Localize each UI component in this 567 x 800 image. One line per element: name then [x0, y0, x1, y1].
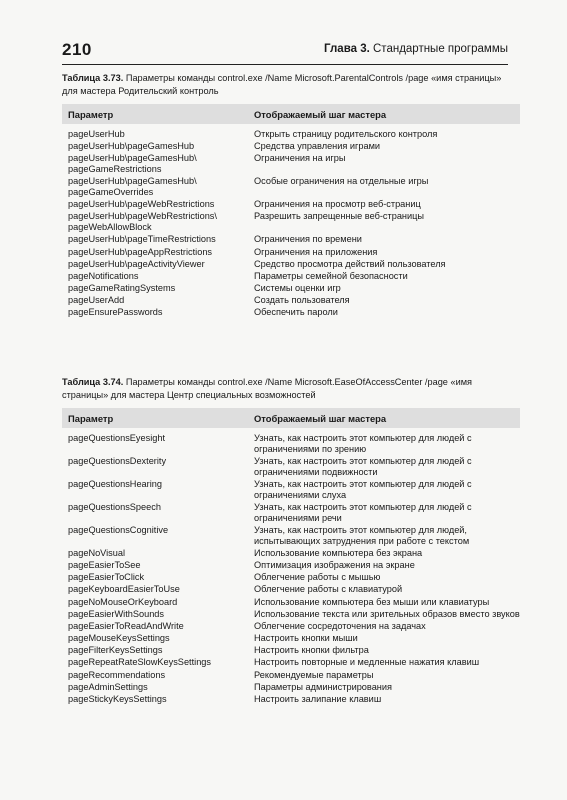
parameter-cell: pageUserAdd [68, 295, 125, 306]
table-row [62, 428, 520, 455]
wizard-step-cell: Средства управления играми [254, 141, 381, 152]
table-row [62, 246, 520, 258]
parameter-cell: pageUserHub\pageAppRestrictions [68, 246, 213, 257]
table-row [62, 620, 520, 632]
wizard-step-cell: Особые ограничения на отдельные игры [254, 176, 429, 187]
parameter-cell: pageGameRatingSystems [68, 283, 176, 294]
wizard-step-cell: Создать пользователя [254, 295, 350, 306]
parameter-cell: pageKeyboardEasierToUse [68, 584, 180, 595]
parameter-cell: pageQuestionsSpeech [68, 501, 161, 512]
wizard-step-cell: Ограничения на игры [254, 153, 346, 164]
chapter-label: Глава 3. [324, 43, 370, 55]
table-parental-controls [62, 72, 508, 319]
wizard-step-cell: Узнать, как настроить этот компьютер для людей с ограничениями подвижности [254, 455, 472, 477]
parameter-cell: pageQuestionsCognitive [68, 524, 169, 535]
parameters-table [62, 104, 520, 319]
table-row [62, 596, 520, 608]
table-row [62, 547, 520, 559]
table-row [62, 681, 520, 693]
table-caption-text: Параметры команды control.exe /Name Microsoft.EaseOfAccessCenter /page «имя страницы» для мастера Центр специальных возможностей [62, 377, 473, 400]
wizard-step-cell: Ограничения на просмотр веб-страниц [254, 199, 421, 210]
table-row [62, 657, 520, 669]
table-caption-text: Параметры команды control.exe /Name Microsoft.ParentalControls /page «имя страницы» для мастера Родительский контроль [62, 73, 502, 96]
table-row [62, 307, 520, 319]
wizard-step-cell: Параметры семейной безопасности [254, 270, 408, 281]
column-header-wizard-step: Отображаемый шаг мастера [248, 408, 520, 428]
table-row [62, 524, 520, 547]
parameter-cell: pageFilterKeysSettings [68, 645, 163, 656]
table-caption-label: Таблица 3.74. [62, 377, 124, 387]
parameter-cell: pageQuestionsHearing [68, 478, 162, 489]
table-caption [62, 376, 508, 402]
wizard-step-cell: Узнать, как настроить этот компьютер для людей, испытывающих затруднения при работе с текстом [254, 524, 470, 546]
wizard-step-cell: Узнать, как настроить этот компьютер для людей с ограничениями слуха [254, 478, 472, 500]
parameter-cell: pageUserHub\pageGamesHub\ pageGameOverrides [68, 176, 197, 198]
parameter-cell: pageUserHub\pageWebRestrictions\ pageWebAllowBlock [68, 211, 217, 233]
table-row [62, 559, 520, 571]
table-row [62, 501, 520, 524]
wizard-step-cell: Разрешить запрещенные веб-страницы [254, 211, 425, 222]
table-row [62, 584, 520, 596]
table-row [62, 153, 520, 176]
parameter-cell: pageEasierToSee [68, 560, 141, 571]
parameter-cell: pageAdminSettings [68, 681, 148, 692]
wizard-step-cell: Облегчение сосредоточения на задачах [254, 620, 426, 631]
page-number: 210 [62, 40, 92, 59]
table-header-row [62, 408, 520, 428]
table-body [62, 124, 520, 319]
table-row [62, 199, 520, 211]
running-header [62, 40, 508, 65]
parameter-cell: pageEasierToClick [68, 572, 145, 583]
parameter-cell: pageUserHub\pageWebRestrictions [68, 199, 215, 210]
wizard-step-cell: Настроить залипание клавиш [254, 693, 382, 704]
table-row [62, 608, 520, 620]
parameter-cell: pageUserHub\pageTimeRestrictions [68, 234, 216, 245]
wizard-step-cell: Настроить повторные и медленные нажатия клавиш [254, 657, 480, 668]
wizard-step-cell: Ограничения на приложения [254, 246, 378, 257]
table-ease-of-access [62, 376, 520, 705]
parameter-cell: pageRecommendations [68, 669, 166, 680]
parameter-cell: pageUserHub\pageGamesHub [68, 141, 195, 152]
table-caption [62, 72, 508, 98]
table-row [62, 478, 520, 501]
parameter-cell: pageUserHub [68, 129, 125, 139]
table-row [62, 270, 520, 282]
chapter-heading [324, 43, 508, 55]
parameter-cell: pageEasierWithSounds [68, 608, 165, 619]
parameter-cell: pageUserHub\pageGamesHub\ pageGameRestrictions [68, 153, 197, 175]
table-row [62, 455, 520, 478]
table-row [62, 632, 520, 644]
table-row [62, 258, 520, 270]
wizard-step-cell: Средство просмотра действий пользователя [254, 258, 446, 269]
parameter-cell: pageQuestionsEyesight [68, 433, 166, 443]
column-header-parameter: Параметр [62, 104, 248, 124]
table-row [62, 645, 520, 657]
parameters-table [62, 408, 520, 705]
wizard-step-cell: Открыть страницу родительского контроля [254, 129, 438, 139]
parameter-cell: pageNotifications [68, 270, 139, 281]
wizard-step-cell: Настроить кнопки мыши [254, 633, 358, 644]
parameter-cell: pageRepeatRateSlowKeysSettings [68, 657, 212, 668]
table-header-row [62, 104, 520, 124]
parameter-cell: pageEasierToReadAndWrite [68, 620, 184, 631]
wizard-step-cell: Использование текста или зрительных образов вместо звуков [254, 608, 520, 619]
table-row [62, 295, 520, 307]
wizard-step-cell: Настроить кнопки фильтра [254, 645, 369, 656]
table-body [62, 428, 520, 705]
table-row [62, 572, 520, 584]
table-row [62, 211, 520, 234]
parameter-cell: pageNoVisual [68, 547, 126, 558]
table-row [62, 282, 520, 294]
wizard-step-cell: Оптимизация изображения на экране [254, 560, 415, 571]
wizard-step-cell: Использование компьютера без мыши или клавиатуры [254, 596, 490, 607]
table-row [62, 140, 520, 152]
wizard-step-cell: Облегчение работы с мышью [254, 572, 381, 583]
wizard-step-cell: Облегчение работы с клавиатурой [254, 584, 403, 595]
parameter-cell: pageMouseKeysSettings [68, 633, 170, 644]
parameter-cell: pageStickyKeysSettings [68, 693, 167, 704]
column-header-parameter: Параметр [62, 408, 248, 428]
parameter-cell: pageUserHub\pageActivityViewer [68, 258, 205, 269]
parameter-cell: pageNoMouseOrKeyboard [68, 596, 178, 607]
parameter-cell: pageQuestionsDexterity [68, 455, 167, 466]
table-row [62, 669, 520, 681]
wizard-step-cell: Рекомендуемые параметры [254, 669, 374, 680]
chapter-title: Стандартные программы [373, 43, 508, 55]
table-row [62, 234, 520, 246]
wizard-step-cell: Использование компьютера без экрана [254, 547, 423, 558]
table-row [62, 693, 520, 705]
parameter-cell: pageEnsurePasswords [68, 307, 163, 318]
table-row [62, 124, 520, 140]
column-header-wizard-step: Отображаемый шаг мастера [248, 104, 520, 124]
wizard-step-cell: Системы оценки игр [254, 283, 341, 294]
table-row [62, 176, 520, 199]
wizard-step-cell: Параметры администрирования [254, 681, 392, 692]
wizard-step-cell: Узнать, как настроить этот компьютер для людей с ограничениями речи [254, 501, 472, 523]
wizard-step-cell: Узнать, как настроить этот компьютер для людей с ограничениями по зрению [254, 433, 472, 454]
wizard-step-cell: Ограничения по времени [254, 234, 362, 245]
table-caption-label: Таблица 3.73. [62, 73, 124, 83]
wizard-step-cell: Обеспечить пароли [254, 307, 338, 318]
